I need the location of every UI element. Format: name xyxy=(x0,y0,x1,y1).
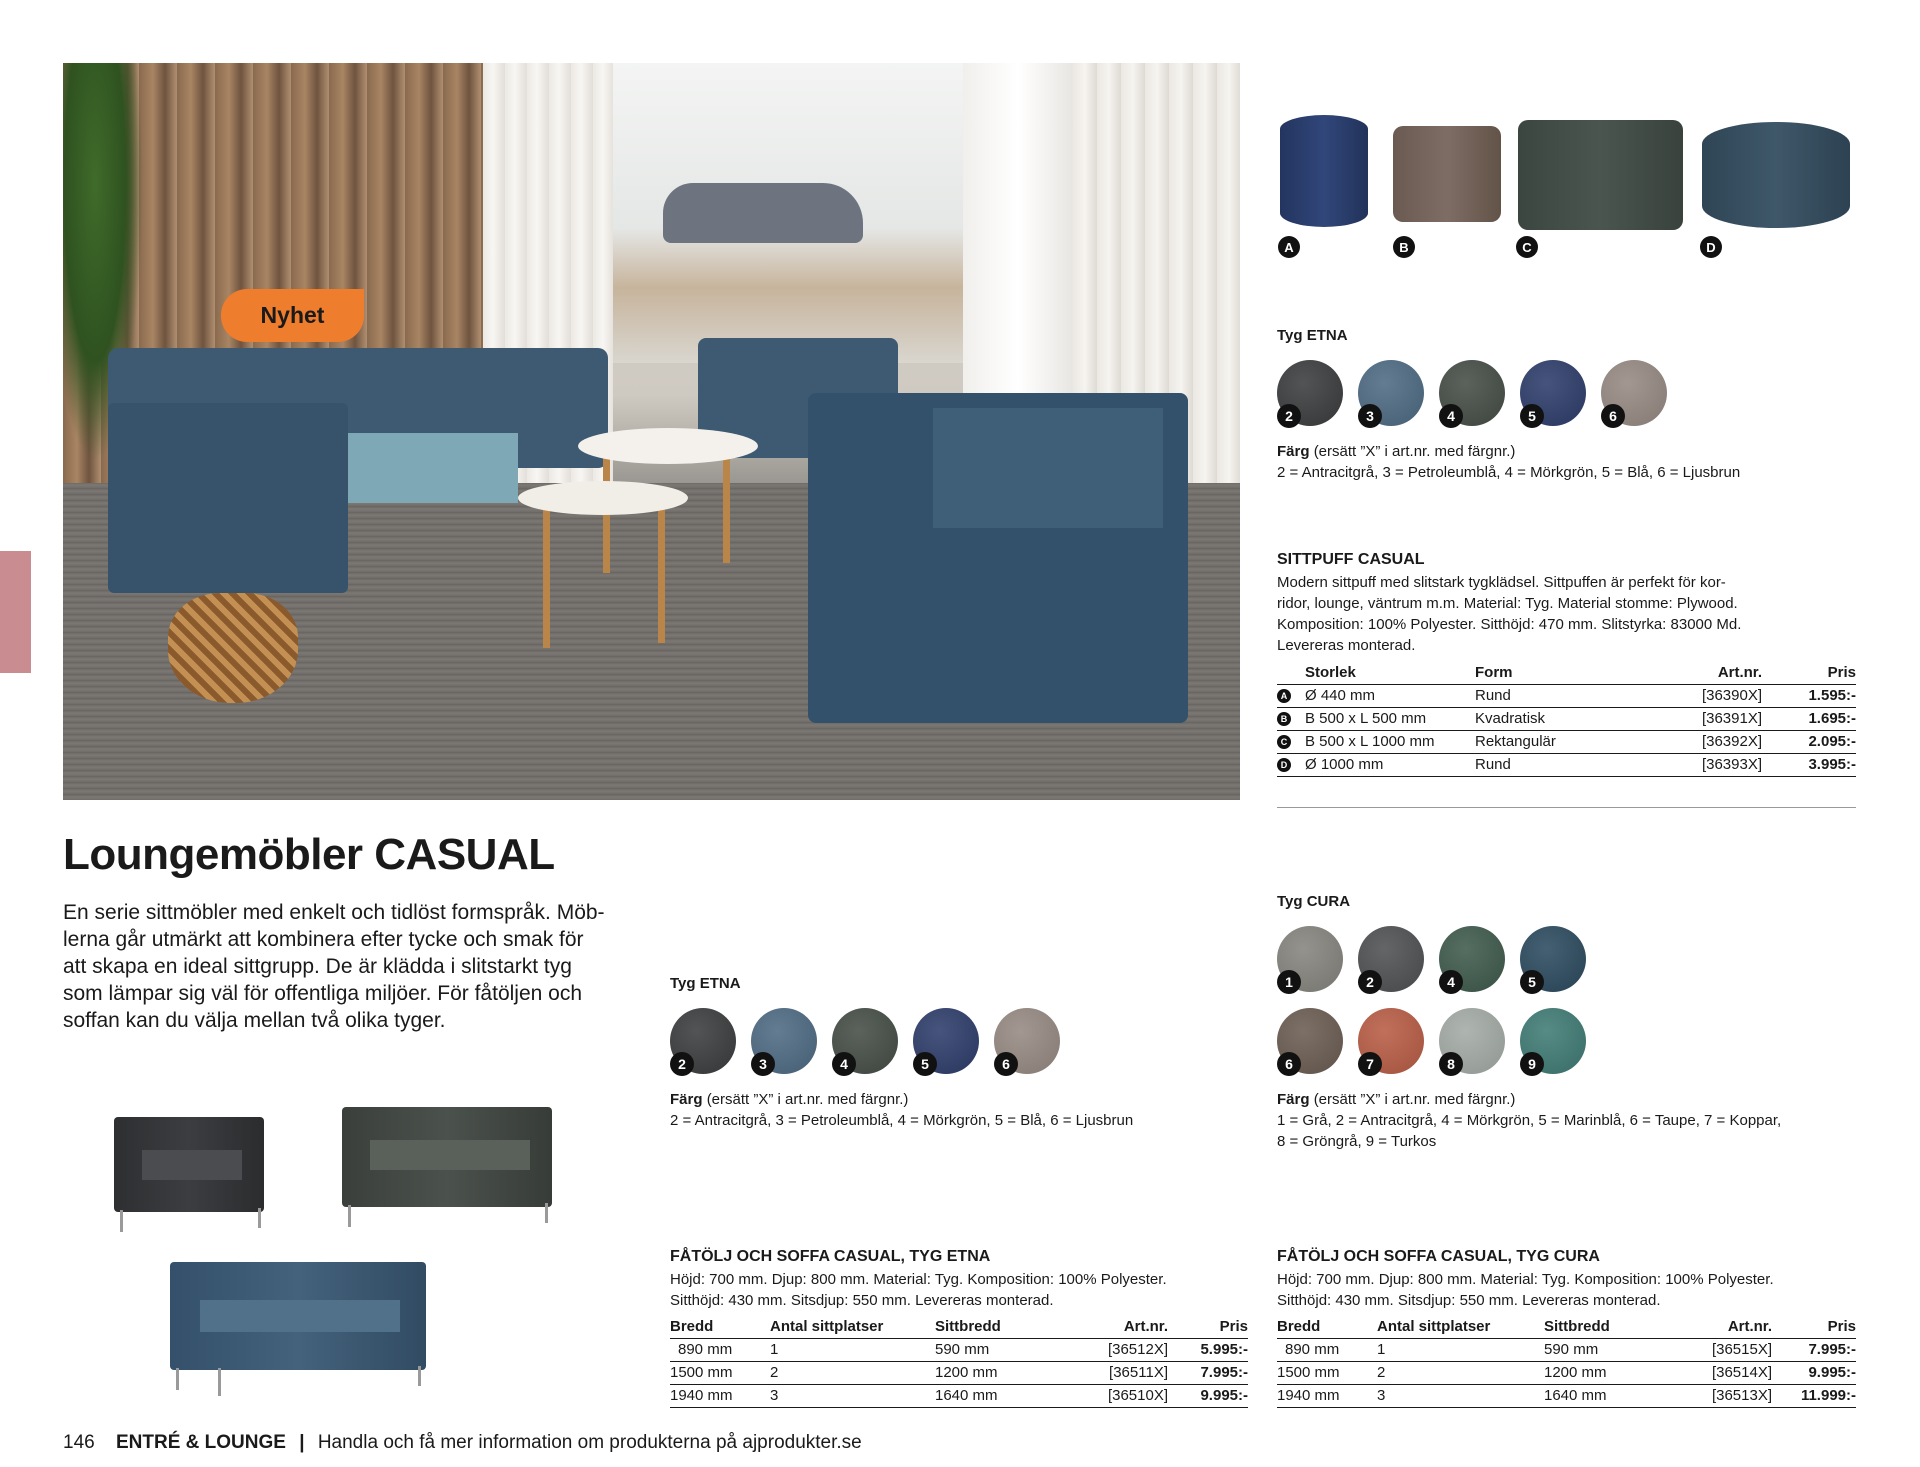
product-description: ridor, lounge, väntrum m.m. Material: Tyg. Material stomme: Plywood. xyxy=(1277,595,1738,612)
cell-form: Rund xyxy=(1475,684,1645,707)
fabric-swatch xyxy=(1520,1008,1586,1074)
product-description: Sitthöjd: 430 mm. Sitsdjup: 550 mm. Levereras monterad. xyxy=(670,1292,1054,1309)
cell-seats: 1 xyxy=(770,1338,935,1361)
page-footer xyxy=(63,1432,862,1454)
cell-size xyxy=(1277,684,1475,707)
footer-separator: | xyxy=(299,1432,305,1453)
table-header-row xyxy=(1277,1316,1856,1338)
table-header-row xyxy=(670,1316,1248,1338)
cell-seat-width: 1200 mm xyxy=(1544,1361,1672,1384)
size-value: B 500 x L 1000 mm xyxy=(1305,733,1435,750)
cell-width: 1940 mm xyxy=(670,1384,770,1407)
table-row xyxy=(670,1361,1248,1384)
cell-seat-width: 590 mm xyxy=(1544,1338,1672,1361)
cell-price: 7.995:- xyxy=(1168,1361,1248,1384)
table-row xyxy=(1277,684,1856,707)
product-description: Levereras monterad. xyxy=(1277,637,1416,654)
fabric-swatch xyxy=(1358,926,1424,992)
photo-side-table xyxy=(518,481,688,515)
cell-width: 1500 mm xyxy=(670,1361,770,1384)
cell-price: 9.995:- xyxy=(1168,1384,1248,1407)
cell-price: 9.995:- xyxy=(1772,1361,1856,1384)
pouf-letter-c: C xyxy=(1516,236,1538,258)
swatch-number: 3 xyxy=(1358,404,1382,428)
intro-text xyxy=(63,899,638,1034)
swatch-number: 6 xyxy=(994,1052,1018,1076)
fabric-swatch xyxy=(1358,1008,1424,1074)
swatch-number: 5 xyxy=(1520,970,1544,994)
col-width: Bredd xyxy=(1277,1317,1321,1335)
table-row xyxy=(1277,730,1856,753)
photo-basket xyxy=(168,593,298,703)
intro-line: lerna går utmärkt att kombinera efter tycke och smak för xyxy=(63,928,584,951)
color-note xyxy=(1277,1089,1515,1110)
fabric-heading: Tyg CURA xyxy=(1277,893,1351,910)
cell-seat-width: 1200 mm xyxy=(935,1361,1063,1384)
swatch-number: 2 xyxy=(1277,404,1301,428)
fabric-swatch xyxy=(1439,1008,1505,1074)
intro-line: En serie sittmöbler med enkelt och tidlöst formspråk. Möb- xyxy=(63,901,605,924)
swatch-number: 5 xyxy=(1520,404,1544,428)
swatch-number: 6 xyxy=(1601,404,1625,428)
photo-table-leg xyxy=(543,503,550,648)
section-name: ENTRÉ & LOUNGE xyxy=(115,1432,286,1453)
table-row xyxy=(1277,1338,1856,1361)
fabric-swatch xyxy=(1277,1008,1343,1074)
pouf-square xyxy=(1393,126,1501,222)
cell-seats: 3 xyxy=(1377,1384,1544,1407)
color-label: Färg xyxy=(670,1091,703,1108)
color-note-text: (ersätt ”X” i art.nr. med färgnr.) xyxy=(706,1091,909,1108)
product-title: FÅTÖLJ OCH SOFFA CASUAL, TYG CURA xyxy=(1277,1248,1600,1265)
color-label: Färg xyxy=(1277,443,1310,460)
col-seats: Antal sittplatser xyxy=(1377,1317,1491,1335)
fabric-swatch xyxy=(1277,360,1343,426)
cell-form: Rektangulär xyxy=(1475,730,1645,753)
fabric-swatch xyxy=(994,1008,1060,1074)
row-letter: B xyxy=(1277,712,1291,726)
col-art: Art.nr. xyxy=(1727,1317,1772,1335)
table-row xyxy=(1277,1361,1856,1384)
fabric-swatch xyxy=(913,1008,979,1074)
color-list: 2 = Antracitgrå, 3 = Petroleumblå, 4 = Mörkgrön, 5 = Blå, 6 = Ljusbrun xyxy=(1277,464,1741,481)
col-seats: Antal sittplatser xyxy=(770,1317,884,1335)
cell-width: 890 mm xyxy=(1277,1338,1377,1361)
fabric-swatch xyxy=(1520,926,1586,992)
cell-art: [36390X] xyxy=(1645,684,1762,707)
pouf-letter-a: A xyxy=(1278,236,1300,258)
col-art: Art.nr. xyxy=(1123,1317,1168,1335)
furniture-leg xyxy=(258,1208,261,1228)
furniture-leg xyxy=(348,1205,351,1227)
pouf-letter-b: B xyxy=(1393,236,1415,258)
cell-art: [36392X] xyxy=(1645,730,1762,753)
swatch-number: 2 xyxy=(670,1052,694,1076)
photo-armchair-seat xyxy=(933,408,1163,528)
cell-width: 1940 mm xyxy=(1277,1384,1377,1407)
cell-width: 890 mm xyxy=(670,1338,770,1361)
footer-text: Handla och få mer information om produkterna på ajprodukter.se xyxy=(317,1432,862,1453)
fabric-swatch xyxy=(1520,360,1586,426)
cell-art: [36512X] xyxy=(1063,1338,1168,1361)
cell-size xyxy=(1277,753,1475,776)
product-description: Höjd: 700 mm. Djup: 800 mm. Material: Tyg. Komposition: 100% Polyester. xyxy=(670,1271,1167,1288)
pouf-round-small xyxy=(1280,115,1368,227)
cell-art: [36511X] xyxy=(1063,1361,1168,1384)
cell-price: 1.695:- xyxy=(1762,707,1856,730)
fabric-heading: Tyg ETNA xyxy=(1277,327,1348,344)
product-description: Modern sittpuff med slitstark tygklädsel. Sittpuffen är perfekt för kor- xyxy=(1277,574,1726,591)
swatch-number: 4 xyxy=(832,1052,856,1076)
furniture-leg xyxy=(176,1368,179,1390)
col-seat-width: Sittbredd xyxy=(1544,1317,1610,1335)
cell-price: 3.995:- xyxy=(1762,753,1856,776)
size-value: Ø 440 mm xyxy=(1305,687,1376,704)
color-note xyxy=(1277,441,1515,462)
sofa-blue-seat xyxy=(200,1300,400,1332)
photo-side-table xyxy=(578,428,758,464)
col-price: Pris xyxy=(1827,663,1856,681)
cell-price: 2.095:- xyxy=(1762,730,1856,753)
row-letter: C xyxy=(1277,735,1291,749)
section-tab xyxy=(0,551,31,673)
swatch-number: 9 xyxy=(1520,1052,1544,1076)
cell-seat-width: 590 mm xyxy=(935,1338,1063,1361)
furniture-leg xyxy=(120,1210,123,1232)
cell-seat-width: 1640 mm xyxy=(1544,1384,1672,1407)
armchair-seat xyxy=(142,1150,242,1180)
product-title: FÅTÖLJ OCH SOFFA CASUAL, TYG ETNA xyxy=(670,1248,991,1265)
intro-line: att skapa en ideal sittgrupp. De är klädda i slitstarkt tyg xyxy=(63,955,572,978)
table-row xyxy=(1277,1384,1856,1407)
pouf-price-table xyxy=(1277,662,1856,777)
cell-form: Kvadratisk xyxy=(1475,707,1645,730)
furniture-leg xyxy=(545,1203,548,1223)
fabric-swatch xyxy=(1358,360,1424,426)
color-label: Färg xyxy=(1277,1091,1310,1108)
photo-car xyxy=(663,183,863,243)
product-description: Komposition: 100% Polyester. Sitthöjd: 470 mm. Slitstyrka: 83000 Md. xyxy=(1277,616,1742,633)
divider xyxy=(1277,807,1856,808)
swatch-number: 4 xyxy=(1439,404,1463,428)
cell-size xyxy=(1277,707,1475,730)
fabric-swatch xyxy=(1439,360,1505,426)
color-list: 8 = Gröngrå, 9 = Turkos xyxy=(1277,1133,1437,1150)
fabric-swatch xyxy=(1439,926,1505,992)
table-header-row xyxy=(1277,662,1856,684)
cell-art: [36391X] xyxy=(1645,707,1762,730)
swatch-number: 1 xyxy=(1277,970,1301,994)
cell-width: 1500 mm xyxy=(1277,1361,1377,1384)
photo-table-leg xyxy=(658,503,665,643)
photo-sofa-arm xyxy=(108,403,348,593)
swatch-number: 4 xyxy=(1439,970,1463,994)
fabric-swatch xyxy=(1601,360,1667,426)
photo-table-leg xyxy=(723,453,730,563)
furniture-leg xyxy=(218,1368,221,1396)
fabric-swatch xyxy=(670,1008,736,1074)
swatch-number: 7 xyxy=(1358,1052,1382,1076)
fabric-swatch xyxy=(832,1008,898,1074)
size-value: Ø 1000 mm xyxy=(1305,756,1384,773)
cell-seats: 2 xyxy=(1377,1361,1544,1384)
table-row xyxy=(1277,707,1856,730)
table-row xyxy=(1277,753,1856,776)
cell-art: [36393X] xyxy=(1645,753,1762,776)
etna-price-table xyxy=(670,1316,1248,1408)
col-seat-width: Sittbredd xyxy=(935,1317,1001,1335)
pouf-round-large xyxy=(1702,122,1850,228)
cell-art: [36514X] xyxy=(1672,1361,1772,1384)
row-letter: A xyxy=(1277,689,1291,703)
col-form: Form xyxy=(1475,663,1513,681)
cell-seats: 1 xyxy=(1377,1338,1544,1361)
cell-art: [36515X] xyxy=(1672,1338,1772,1361)
fabric-swatch xyxy=(1277,926,1343,992)
sofa-grey-seat xyxy=(370,1140,530,1170)
furniture-leg xyxy=(418,1366,421,1386)
product-description: Höjd: 700 mm. Djup: 800 mm. Material: Tyg. Komposition: 100% Polyester. xyxy=(1277,1271,1774,1288)
cell-price: 5.995:- xyxy=(1168,1338,1248,1361)
swatch-number: 8 xyxy=(1439,1052,1463,1076)
cura-price-table xyxy=(1277,1316,1856,1408)
color-note-text: (ersätt ”X” i art.nr. med färgnr.) xyxy=(1313,1091,1516,1108)
cell-form: Rund xyxy=(1475,753,1645,776)
size-value: B 500 x L 500 mm xyxy=(1305,710,1427,727)
color-note xyxy=(670,1089,908,1110)
cell-art: [36513X] xyxy=(1672,1384,1772,1407)
row-letter: D xyxy=(1277,758,1291,772)
color-list: 2 = Antracitgrå, 3 = Petroleumblå, 4 = Mörkgrön, 5 = Blå, 6 = Ljusbrun xyxy=(670,1112,1134,1129)
pouf-rectangular xyxy=(1518,120,1683,230)
fabric-heading: Tyg ETNA xyxy=(670,975,741,992)
col-price: Pris xyxy=(1219,1317,1248,1335)
new-badge: Nyhet xyxy=(221,289,364,342)
table-row xyxy=(670,1338,1248,1361)
col-art: Art.nr. xyxy=(1717,663,1762,681)
cell-size xyxy=(1277,730,1475,753)
col-price: Pris xyxy=(1827,1317,1856,1335)
product-description: Sitthöjd: 430 mm. Sitsdjup: 550 mm. Levereras monterad. xyxy=(1277,1292,1661,1309)
swatch-number: 5 xyxy=(913,1052,937,1076)
hero-photo xyxy=(63,63,1240,800)
product-title: SITTPUFF CASUAL xyxy=(1277,551,1425,568)
col-size: Storlek xyxy=(1305,663,1356,681)
cell-art: [36510X] xyxy=(1063,1384,1168,1407)
pouf-letter-d: D xyxy=(1700,236,1722,258)
cell-seats: 3 xyxy=(770,1384,935,1407)
fabric-swatch xyxy=(751,1008,817,1074)
page-title: Loungemöbler CASUAL xyxy=(63,830,555,879)
swatch-number: 3 xyxy=(751,1052,775,1076)
color-list: 1 = Grå, 2 = Antracitgrå, 4 = Mörkgrön, 5 = Marinblå, 6 = Taupe, 7 = Koppar, xyxy=(1277,1112,1782,1129)
cell-seat-width: 1640 mm xyxy=(935,1384,1063,1407)
swatch-number: 2 xyxy=(1358,970,1382,994)
col-width: Bredd xyxy=(670,1317,714,1335)
page-number: 146 xyxy=(63,1432,95,1453)
cell-price: 7.995:- xyxy=(1772,1338,1856,1361)
intro-line: som lämpar sig väl för offentliga miljöer. För fåtöljen och xyxy=(63,982,583,1005)
color-note-text: (ersätt ”X” i art.nr. med färgnr.) xyxy=(1313,443,1516,460)
cell-price: 1.595:- xyxy=(1762,684,1856,707)
table-row xyxy=(670,1384,1248,1407)
intro-line: soffan kan du välja mellan två olika tyger. xyxy=(63,1009,446,1032)
swatch-number: 6 xyxy=(1277,1052,1301,1076)
cell-seats: 2 xyxy=(770,1361,935,1384)
cell-price: 11.999:- xyxy=(1772,1384,1856,1407)
